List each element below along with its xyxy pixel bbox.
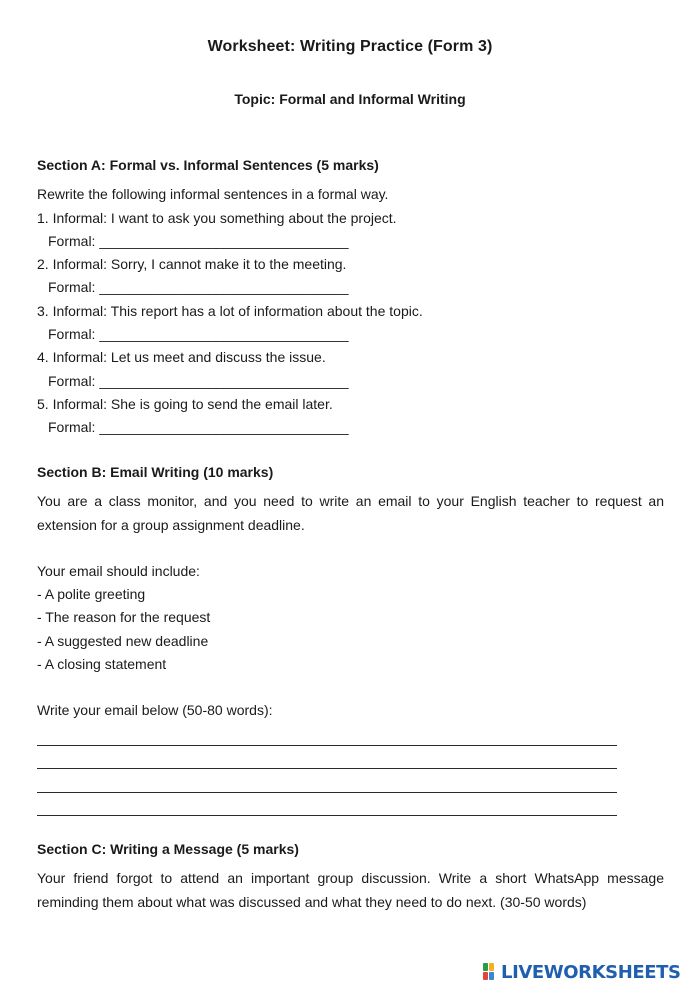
informal-sentence: 3. Informal: This report has a lot of information about the topic. — [37, 302, 423, 319]
formal-label: Formal: — [48, 326, 96, 343]
list-item — [37, 207, 664, 254]
formal-label: Formal: — [48, 419, 96, 436]
email-answer-line[interactable] — [37, 769, 617, 792]
email-answer-line[interactable] — [37, 723, 617, 746]
informal-sentence: 2. Informal: Sorry, I cannot make it to the meeting. — [37, 256, 347, 273]
page-title: Worksheet: Writing Practice (Form 3) — [207, 38, 493, 55]
formal-answer-line[interactable] — [37, 323, 664, 346]
list-item — [37, 393, 664, 440]
formal-label: Formal: — [48, 372, 96, 389]
section-a-instruction: Rewrite the following informal sentences in a formal way. — [37, 186, 389, 203]
list-item — [37, 300, 664, 347]
email-answer-line[interactable] — [37, 746, 617, 769]
list-item — [37, 346, 664, 393]
logo-text: LIVEWORKSHEETS — [501, 961, 681, 983]
list-item: - The reason for the request — [37, 609, 211, 626]
informal-sentence: 5. Informal: She is going to send the email later. — [37, 395, 333, 412]
formal-answer-line[interactable] — [37, 276, 664, 299]
section-a-heading: Section A: Formal vs. Informal Sentences (5 marks) — [37, 157, 379, 173]
list-item: - A closing statement — [37, 656, 167, 673]
email-answer-line[interactable] — [37, 793, 617, 816]
list-item — [37, 253, 664, 300]
formal-answer-line[interactable] — [37, 416, 664, 439]
answer-blank[interactable]: ________________________________ — [99, 419, 349, 436]
answer-blank[interactable]: ________________________________ — [99, 232, 349, 249]
list-item: - A polite greeting — [37, 586, 146, 603]
section-a — [37, 154, 664, 440]
section-b — [37, 461, 664, 816]
section-b-prompt: You are a class monitor, and you need to write an email to your English teacher to request an extension for a group assignment deadline. — [37, 493, 664, 533]
section-c-prompt: Your friend forgot to attend an important group discussion. Write a short WhatsApp message reminding them about what was discussed and what they need to do next. (30-50 words) — [37, 870, 664, 910]
formal-label: Formal: — [48, 232, 96, 249]
liveworksheets-logo[interactable] — [483, 960, 681, 984]
informal-sentence: 1. Informal: I want to ask you something about the project. — [37, 209, 397, 226]
logo-mark-icon — [483, 963, 499, 981]
list-item: - A suggested new deadline — [37, 632, 209, 649]
formal-answer-line[interactable] — [37, 230, 664, 253]
answer-blank[interactable]: ________________________________ — [99, 326, 349, 343]
write-prompt: Write your email below (50-80 words): — [37, 702, 273, 719]
formal-answer-line[interactable] — [37, 370, 664, 393]
formal-label: Formal: — [48, 279, 96, 296]
section-c-heading: Section C: Writing a Message (5 marks) — [37, 841, 299, 857]
answer-blank[interactable]: ________________________________ — [99, 372, 349, 389]
include-intro: Your email should include: — [37, 562, 200, 579]
answer-blank[interactable]: ________________________________ — [99, 279, 349, 296]
section-b-heading: Section B: Email Writing (10 marks) — [37, 464, 274, 480]
informal-sentence: 4. Informal: Let us meet and discuss the issue. — [37, 349, 326, 366]
section-c — [37, 838, 664, 914]
page-topic: Topic: Formal and Informal Writing — [234, 91, 466, 107]
